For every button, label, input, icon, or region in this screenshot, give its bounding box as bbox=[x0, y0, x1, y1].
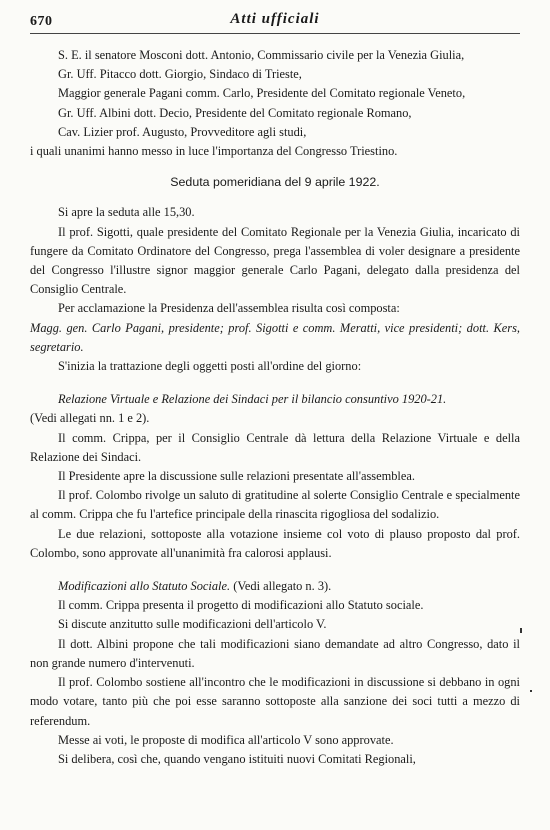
scan-speck bbox=[520, 628, 522, 633]
intro-item: Cav. Lizier prof. Augusto, Provveditore agli studi, bbox=[58, 124, 307, 139]
relazione-ref: (Vedi allegati nn. 1 e 2). bbox=[30, 411, 150, 426]
intro-item: Gr. Uff. Pitacco dott. Giorgio, Sindaco di Trieste, bbox=[58, 67, 302, 82]
relazione-paragraph: Le due relazioni, sottoposte alla votazione insieme col voto di plauso proposto dal prof. Colombo, sono approvate all'unanimità fra calorosi applausi. bbox=[30, 526, 520, 560]
document-page bbox=[30, 8, 520, 769]
session-title: Seduta pomeridiana del 9 aprile 1922. bbox=[170, 175, 380, 190]
relazione-heading bbox=[30, 390, 520, 409]
session-composition: Magg. gen. Carlo Pagani, presidente; prof. Sigotti e comm. Meratti, vice presidenti; dott. Kers, segretario. bbox=[30, 320, 520, 354]
modificazioni-paragraph: Il prof. Colombo sostiene all'incontro che le modificazioni in discussione si debbano in ogni modo votare, tanto più che poi esse saranno sottoposte alla sanzione dei soci tutti a mezzo di referendum. bbox=[30, 675, 520, 728]
modificazioni-paragraph: Il comm. Crippa presenta il progetto di modificazioni allo Statuto sociale. bbox=[58, 598, 424, 613]
modificazioni-paragraph: Il dott. Albini propone che tali modificazioni siano demandate ad altro Congresso, dato il non grande numero d'intervenuti. bbox=[30, 636, 520, 670]
header-rule bbox=[30, 33, 520, 34]
modificazioni-heading bbox=[30, 577, 520, 596]
relazione-paragraph: Il comm. Crippa, per il Consiglio Centrale dà lettura della Relazione Virtuale e della Relazione dei Sindaci. bbox=[30, 430, 520, 464]
intro-item: Gr. Uff. Albini dott. Decio, Presidente del Comitato regionale Romano, bbox=[58, 105, 412, 120]
page-number: 670 bbox=[30, 14, 53, 29]
relazione-paragraph: Il Presidente apre la discussione sulle relazioni presentate all'assemblea. bbox=[58, 469, 415, 484]
intro-item: Maggior generale Pagani comm. Carlo, Presidente del Comitato regionale Veneto, bbox=[58, 86, 466, 101]
intro-item: S. E. il senatore Mosconi dott. Antonio, Commissario civile per la Venezia Giulia, bbox=[58, 48, 465, 62]
modificazioni-paragraph: Messe ai voti, le proposte di modifica all'articolo V sono approvate. bbox=[58, 732, 394, 747]
running-title: Atti ufficiali bbox=[230, 11, 320, 27]
modificazioni-paragraph: Si discute anzitutto sulle modificazioni dell'articolo V. bbox=[58, 617, 327, 632]
modificazioni-ref: (Vedi allegato n. 3). bbox=[233, 579, 332, 594]
modificazioni-section bbox=[30, 577, 520, 769]
session-paragraph: Per acclamazione la Presidenza dell'assemblea risulta così composta: bbox=[58, 301, 400, 316]
session-paragraph: Il prof. Sigotti, quale presidente del Comitato Regionale per la Venezia Giulia, incaricato di fungere da Comitato Ordinatore del Congresso, prega l'assemblea di voler designare a presidente del Congresso l'illustre signor maggior generale Carlo Pagani, delegato dalla presidenza del Consiglio Centrale. bbox=[30, 224, 520, 297]
relazione-paragraph: Il prof. Colombo rivolge un saluto di gratitudine al solerte Consiglio Centrale e specialmente al comm. Crippa che fu l'artefice principale della rinascita rigogliosa del sodalizio. bbox=[30, 488, 520, 522]
modificazioni-paragraph: Si delibera, così che, quando vengano istituiti nuovi Comitati Regionali, bbox=[58, 751, 416, 766]
relazione-section bbox=[30, 390, 520, 563]
session-paragraph: S'inizia la trattazione degli oggetti posti all'ordine del giorno: bbox=[58, 359, 362, 374]
page-header bbox=[30, 8, 520, 36]
relazione-title: Relazione Virtuale e Relazione dei Sindaci per il bilancio consuntivo 1920-21. bbox=[58, 392, 447, 407]
intro-list bbox=[30, 46, 520, 161]
session-body bbox=[30, 203, 520, 376]
modificazioni-title: Modificazioni allo Statuto Sociale. bbox=[58, 579, 231, 594]
scan-speck bbox=[530, 690, 532, 692]
session-paragraph: Si apre la seduta alle 15,30. bbox=[58, 205, 195, 220]
intro-closing: i quali unanimi hanno messo in luce l'importanza del Congresso Triestino. bbox=[30, 144, 398, 159]
